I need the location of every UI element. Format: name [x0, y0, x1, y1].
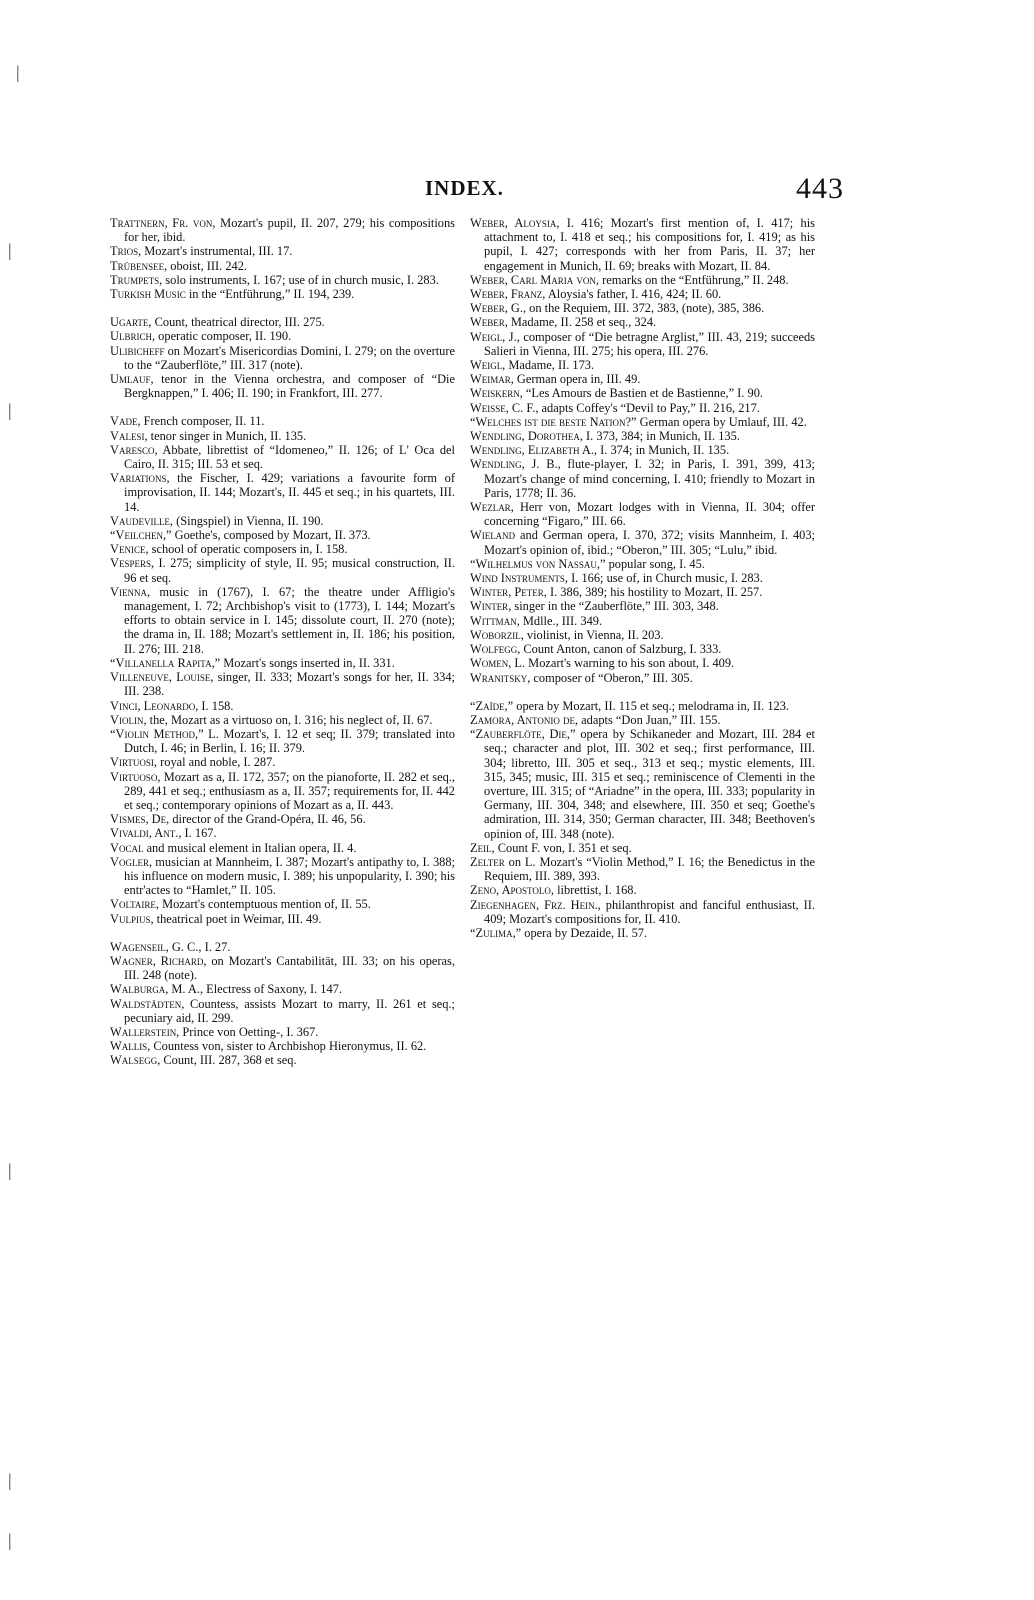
index-entry — [110, 556, 455, 584]
index-entry — [110, 216, 455, 244]
entry-text: on Mozart's Misericordias Domini, I. 279; on the overture to the “Zauberflöte,” III. 317 (note). — [124, 343, 455, 372]
entry-text: opera by Schikaneder and Mozart, III. 284 et seq.; character and plot, III. 302 et seq.; first performance, III. 304; libretto, III. 305 et seq., 313 et seq.; mystic elements, III. 315, 345; music, III. 315 et seq.; reminiscence of Clementi in the overture, III. 315; of “Ariadne” in the opera, III. 333; popularity in Germany, III. 304, 348; and elsewhere, III. 350 et seq; Goethe's admiration, III. 314, 350; German character, III. 348; Beethoven's opinion of, III. 348 (note). — [484, 727, 815, 841]
index-entry — [470, 216, 815, 273]
entry-headword: Women, — [470, 656, 512, 671]
index-entry — [470, 443, 815, 457]
index-entry — [110, 812, 455, 826]
index-entry — [110, 471, 455, 514]
entry-headword: Ugarte, — [110, 315, 152, 330]
entry-text: L. Mozart's, I. 12 et seq; II. 379; translated into Dutch, I. 46; in Berlin, I. 16; II. 379. — [124, 726, 455, 756]
entry-headword: Weigl, — [470, 358, 506, 373]
entry-text: director of the Grand-Opéra, II. 46, 56. — [172, 812, 366, 827]
entry-text: I. 416; Mozart's first mention of, I. 417; his attachment to, I. 418 et seq.; his compositions for, I. 419; as his pupil, I. 427; corresponds with her from Paris, II. 37; her engagement in Munich, II. 69; breaks with Mozart, II. 84. — [484, 216, 815, 273]
index-entry — [110, 699, 455, 713]
entry-headword: “Veilchen,” — [110, 528, 172, 543]
entry-text: Count F. von, I. 351 et seq. — [497, 840, 632, 855]
entry-headword: Vismes, De, — [110, 812, 170, 827]
index-entry — [110, 514, 455, 528]
entry-headword: Weisse, — [470, 400, 509, 415]
index-entry — [470, 287, 815, 301]
entry-text: I. 275; simplicity of style, II. 95; musical construction, II. 96 et seq. — [124, 556, 455, 585]
entry-text: violinist, in Vienna, II. 203. — [526, 627, 664, 642]
entry-text: philanthropist and fanciful enthusiast, II. 409; Mozart's compositions for, II. 410. — [484, 897, 815, 926]
entry-text: Countess von, sister to Archbishop Hieronymus, II. 62. — [153, 1039, 427, 1054]
entry-headword: Wallerstein, — [110, 1024, 180, 1039]
index-entry — [110, 954, 455, 982]
entry-headword: “Welches ist die beste Nation?” — [470, 414, 637, 429]
index-entry — [470, 614, 815, 628]
index-entry — [110, 841, 455, 855]
entry-headword: Zelter — [470, 854, 505, 869]
index-entry — [470, 372, 815, 386]
scan-mark: | — [8, 1530, 12, 1550]
index-entry — [110, 1053, 455, 1067]
index-entry — [110, 542, 455, 556]
entry-text: French composer, II. 11. — [143, 414, 265, 429]
index-entry — [110, 287, 455, 301]
entry-text: on Mozart's Cantabilität, III. 33; on his operas, III. 248 (note). — [124, 953, 455, 983]
index-entry — [110, 244, 455, 258]
entry-text: school of operatic composers in, I. 158. — [151, 542, 348, 557]
entry-text: A., I. 374; in Munich, II. 135. — [581, 443, 730, 458]
entry-headword: Wagenseil, — [110, 939, 169, 954]
entry-headword: Weigl, — [470, 329, 506, 344]
index-entry — [110, 997, 455, 1025]
entry-headword: Wind Instruments, — [470, 571, 569, 586]
entry-text: musician at Mannheim, I. 387; Mozart's antipathy to, I. 388; his influence on modern music, I. 389; his unpopularity, I. 390; his entr'actes to “Hamlet,” II. 105. — [124, 854, 455, 898]
index-entry — [470, 599, 815, 613]
entry-headword: Woborzil, — [470, 627, 524, 642]
entry-text: librettist, I. 168. — [557, 883, 637, 898]
scan-mark: | — [8, 400, 12, 420]
index-entry — [470, 926, 815, 940]
index-entry — [110, 273, 455, 287]
entry-headword: Vivaldi, Ant., — [110, 826, 182, 841]
index-entry — [110, 1025, 455, 1039]
entry-text: Mozart's songs inserted in, II. 331. — [223, 655, 395, 670]
index-entry — [470, 727, 815, 841]
entry-headword: Ulbrich, — [110, 329, 156, 344]
entry-text: composer of “Oberon,” III. 305. — [533, 670, 693, 685]
entry-text: opera by Mozart, II. 115 et seq.; melodrama in, II. 123. — [516, 698, 790, 713]
entry-text: G. C., I. 27. — [171, 939, 231, 954]
scan-mark: | — [8, 1470, 12, 1490]
entry-headword: Vespers, — [110, 556, 155, 571]
index-entry — [110, 259, 455, 273]
entry-text: oboist, III. 242. — [170, 258, 248, 273]
entry-text: Aloysia's father, I. 416, 424; II. 60. — [547, 287, 722, 302]
index-entry — [110, 1039, 455, 1053]
entry-headword: Wendling, Dorothea, — [470, 429, 583, 444]
entry-headword: Walburga, — [110, 982, 169, 997]
entry-text: I. 166; use of, in Church music, I. 283. — [571, 571, 763, 586]
index-entry — [110, 585, 455, 656]
entry-text: Mozart's pupil, II. 207, 279; his compositions for her, ibid. — [124, 216, 455, 245]
entry-text: Mozart as a, II. 172, 357; on the pianoforte, II. 282 et seq., 289, 441 et seq.; enthusiasm as a, II. 357; requirements for, II. 442 et seq.; contemporary opinions of Mozart as a, II. 443. — [124, 769, 455, 812]
entry-text: Count, theatrical director, III. 275. — [154, 315, 325, 330]
entry-text: adapts “Don Juan,” III. 155. — [581, 712, 721, 727]
entry-headword: Zeil, — [470, 840, 495, 855]
entry-headword: Weimar, — [470, 372, 514, 387]
entry-text: (Singspiel) in Vienna, II. 190. — [176, 513, 324, 528]
entry-text: C. F., adapts Coffey's “Devil to Pay,” II. 216, 217. — [511, 400, 760, 415]
entry-text: Mdlle., III. 349. — [522, 613, 603, 628]
entry-headword: Zeno, Apostolo, — [470, 883, 554, 898]
index-column-left — [110, 216, 455, 1068]
entry-text: Abbate, librettist of “Idomeneo,” II. 126; of L' Oca del Cairo, II. 315; III. 53 et seq. — [124, 442, 455, 472]
index-entry — [470, 429, 815, 443]
index-entry — [110, 982, 455, 996]
entry-text: Count Anton, canon of Salzburg, I. 333. — [523, 642, 722, 657]
entry-text: Herr von, Mozart lodges with in Vienna, II. 304; offer concerning “Figaro,” III. 66. — [484, 500, 815, 529]
entry-text: in the “Entführung,” II. 194, 239. — [188, 287, 355, 302]
index-entry — [470, 713, 815, 727]
entry-headword: Villeneuve, Louise, — [110, 670, 214, 685]
entry-headword: Vogler, — [110, 854, 153, 869]
entry-headword: Umlauf, — [110, 372, 154, 387]
entry-headword: Trumpets, — [110, 272, 163, 287]
entry-text: popular song, I. 45. — [608, 556, 705, 571]
entry-headword: Vinci, Leonardo, — [110, 698, 199, 713]
index-entry — [470, 330, 815, 358]
entry-headword: Wendling, — [470, 457, 525, 472]
page-number: 443 — [796, 172, 844, 205]
index-entry — [110, 912, 455, 926]
index-entry — [110, 670, 455, 698]
entry-text: Madame, II. 258 et seq., 324. — [510, 315, 657, 330]
index-entry — [110, 656, 455, 670]
entry-text: the Fischer, I. 429; variations a favourite form of improvisation, II. 144; Mozart's, II. 445 et seq.; in his quartets, III. 14. — [124, 471, 455, 514]
entry-headword: “Violin Method,” — [110, 726, 204, 741]
scan-mark: | — [8, 240, 12, 260]
entry-text: theatrical poet in Weimar, III. 49. — [156, 911, 322, 926]
index-entry — [110, 826, 455, 840]
entry-headword: Weber, — [470, 315, 508, 330]
entry-headword: Trübensee, — [110, 258, 168, 273]
index-entry — [110, 770, 455, 813]
entry-headword: Venice, — [110, 542, 149, 557]
entry-text: Madame, II. 173. — [508, 358, 595, 373]
index-entry — [110, 897, 455, 911]
entry-headword: Vienna, — [110, 584, 151, 599]
entry-headword: Valesi, — [110, 428, 148, 443]
entry-headword: Wezlar, — [470, 500, 514, 515]
entry-text: solo instruments, I. 167; use of in church music, I. 283. — [165, 272, 439, 287]
entry-headword: “Wilhelmus von Nassau,” — [470, 556, 606, 571]
entry-text: and German opera, I. 370, 372; visits Mannheim, I. 403; Mozart's opinion of, ibid.; “Oberon,” III. 305; “Lulu,” ibid. — [484, 528, 815, 557]
entry-headword: Winter, — [470, 599, 512, 614]
index-entry — [470, 883, 815, 897]
entry-headword: Weber, Aloysia, — [470, 216, 560, 230]
index-entry — [470, 273, 815, 287]
entry-headword: Voltaire, — [110, 897, 159, 912]
entry-headword: Zamora, Antonio de, — [470, 712, 579, 727]
index-entry — [110, 329, 455, 343]
entry-headword: Turkish Music — [110, 287, 186, 302]
entry-text: J. B., flute-player, I. 32; in Paris, I. 391, 399, 413; Mozart's change of mind concerning, I. 410; friendly to Mozart in Paris, 1778; II. 36. — [484, 457, 815, 500]
entry-headword: Ulibicheff — [110, 343, 165, 358]
entry-text: Goethe's, composed by Mozart, II. 373. — [174, 528, 371, 543]
index-entry — [110, 727, 455, 755]
entry-text: “Les Amours de Bastien et de Bastienne,” I. 90. — [525, 386, 763, 401]
index-entry — [110, 414, 455, 428]
entry-headword: Vade, — [110, 414, 141, 429]
index-entry — [470, 386, 815, 400]
entry-headword: Walsegg, — [110, 1053, 161, 1068]
index-entry — [470, 457, 815, 500]
entry-text: I. 373, 384; in Munich, II. 135. — [586, 429, 740, 444]
entry-headword: Variations, — [110, 471, 170, 486]
entry-text: Countess, assists Mozart to marry, II. 261 et seq.; pecuniary aid, II. 299. — [124, 996, 455, 1025]
entry-headword: “Zulima,” — [470, 925, 522, 940]
entry-text: Prince von Oetting-, I. 367. — [182, 1024, 319, 1039]
index-entry — [470, 315, 815, 329]
index-entry — [470, 898, 815, 926]
entry-headword: Vaudeville, — [110, 513, 174, 528]
index-entry — [110, 429, 455, 443]
entry-text: and musical element in Italian opera, II. 4. — [146, 840, 357, 855]
entry-headword: Trios, — [110, 244, 142, 259]
entry-text: J., composer of “Die betragne Arglist,” III. 43, 219; succeeds Salieri in Vienna, III. 275; his opera, III. 276. — [484, 329, 815, 358]
entry-headword: Virtuosi, — [110, 755, 158, 770]
entry-headword: Weber, Franz, — [470, 287, 546, 302]
entry-text: singer, II. 333; Mozart's songs for her, II. 334; III. 238. — [124, 670, 455, 699]
entry-headword: Vulpius, — [110, 911, 154, 926]
index-entry — [470, 855, 815, 883]
entry-text: on L. Mozart's “Violin Method,” I. 16; the Benedictus in the Requiem, III. 389, 393. — [484, 854, 815, 884]
index-entry — [470, 656, 815, 670]
entry-text: I. 158. — [201, 698, 234, 713]
entry-headword: Violin, — [110, 712, 147, 727]
index-entry — [110, 528, 455, 542]
entry-text: Mozart's instrumental, III. 17. — [144, 244, 293, 259]
entry-headword: Weber, Carl Maria von, — [470, 272, 599, 287]
entry-text: singer in the “Zauberflöte,” III. 303, 348. — [514, 599, 719, 614]
index-entry — [110, 855, 455, 898]
entry-text: tenor singer in Munich, II. 135. — [150, 428, 307, 443]
index-entry — [470, 841, 815, 855]
scan-mark: | — [16, 62, 20, 82]
entry-headword: Wolfegg, — [470, 642, 521, 657]
index-entry — [470, 528, 815, 556]
index-column-right — [470, 216, 815, 940]
entry-text: royal and noble, I. 287. — [160, 755, 276, 770]
index-entry — [110, 940, 455, 954]
index-entry — [470, 557, 815, 571]
page-title: INDEX. — [425, 176, 504, 200]
index-entry — [470, 628, 815, 642]
entry-headword: Weber, — [470, 301, 508, 316]
index-entry — [110, 372, 455, 400]
index-entry — [110, 344, 455, 372]
index-entry — [470, 415, 815, 429]
entry-text: tenor in the Vienna orchestra, and composer of “Die Bergknappen,” I. 406; II. 190; in Frankfort, III. 277. — [124, 372, 455, 401]
entry-text: Mozart's contemptuous mention of, II. 55. — [162, 897, 371, 912]
entry-headword: Ziegenhagen, Frz. Hein., — [470, 897, 601, 912]
entry-text: I. 386, 389; his hostility to Mozart, II. 257. — [549, 585, 763, 600]
entry-headword: Wallis, — [110, 1039, 151, 1054]
entry-text: remarks on the “Entführung,” II. 248. — [602, 272, 789, 287]
entry-headword: Wagner, Richard, — [110, 953, 207, 968]
entry-headword: Trattnern, Fr. von, — [110, 216, 216, 230]
index-entry — [470, 401, 815, 415]
entry-text: M. A., Electress of Saxony, I. 147. — [171, 982, 342, 997]
entry-headword: Varesco, — [110, 442, 158, 457]
entry-headword: “Zauberflöte, Die,” — [470, 727, 576, 742]
entry-text: opera by Dezaide, II. 57. — [524, 925, 648, 940]
entry-text: music in (1767), I. 67; the theatre under Affligio's management, I. 72; Archbishop's visit to (1773), I. 144; Mozart's efforts to obtain service in I. 145; dissolute court, II. 270 (note); the drama in, II. 188; Mozart's settlement in, II. 186; his position, II. 276; III. 218. — [124, 584, 455, 656]
index-entry — [110, 713, 455, 727]
entry-headword: Waldstädten, — [110, 996, 185, 1011]
index-entry — [470, 699, 815, 713]
index-entry — [470, 358, 815, 372]
index-entry — [470, 500, 815, 528]
entry-headword: Winter, Peter, — [470, 585, 547, 600]
entry-text: operatic composer, II. 190. — [158, 329, 292, 344]
entry-text: L. Mozart's warning to his son about, I. 409. — [514, 656, 735, 671]
scan-mark: | — [8, 1160, 12, 1180]
index-entry — [470, 642, 815, 656]
entry-text: G., on the Requiem, III. 372, 383, (note), 385, 386. — [510, 301, 765, 316]
entry-text: I. 167. — [184, 826, 217, 841]
index-entry — [470, 571, 815, 585]
index-entry — [110, 443, 455, 471]
entry-text: the, Mozart as a virtuoso on, I. 316; his neglect of, II. 67. — [149, 712, 433, 727]
index-entry — [110, 755, 455, 769]
entry-text: Count, III. 287, 368 et seq. — [163, 1053, 297, 1068]
entry-headword: “Zaïde,” — [470, 698, 514, 713]
entry-headword: Wranitsky, — [470, 670, 531, 685]
entry-text: German opera in, III. 49. — [516, 372, 641, 387]
entry-headword: “Villanella Rapita,” — [110, 655, 221, 670]
entry-headword: Wendling, Elizabeth — [470, 443, 580, 458]
page-header — [110, 172, 860, 216]
index-entry — [470, 301, 815, 315]
index-entry — [470, 671, 815, 685]
index-entry — [110, 315, 455, 329]
entry-text: German opera by Umlauf, III. 42. — [639, 414, 807, 429]
entry-headword: Weiskern, — [470, 386, 523, 401]
index-entry — [470, 585, 815, 599]
entry-headword: Wittman, — [470, 613, 520, 628]
entry-headword: Vocal — [110, 840, 144, 855]
entry-headword: Wieland — [470, 528, 516, 543]
entry-headword: Virtuoso, — [110, 769, 161, 784]
